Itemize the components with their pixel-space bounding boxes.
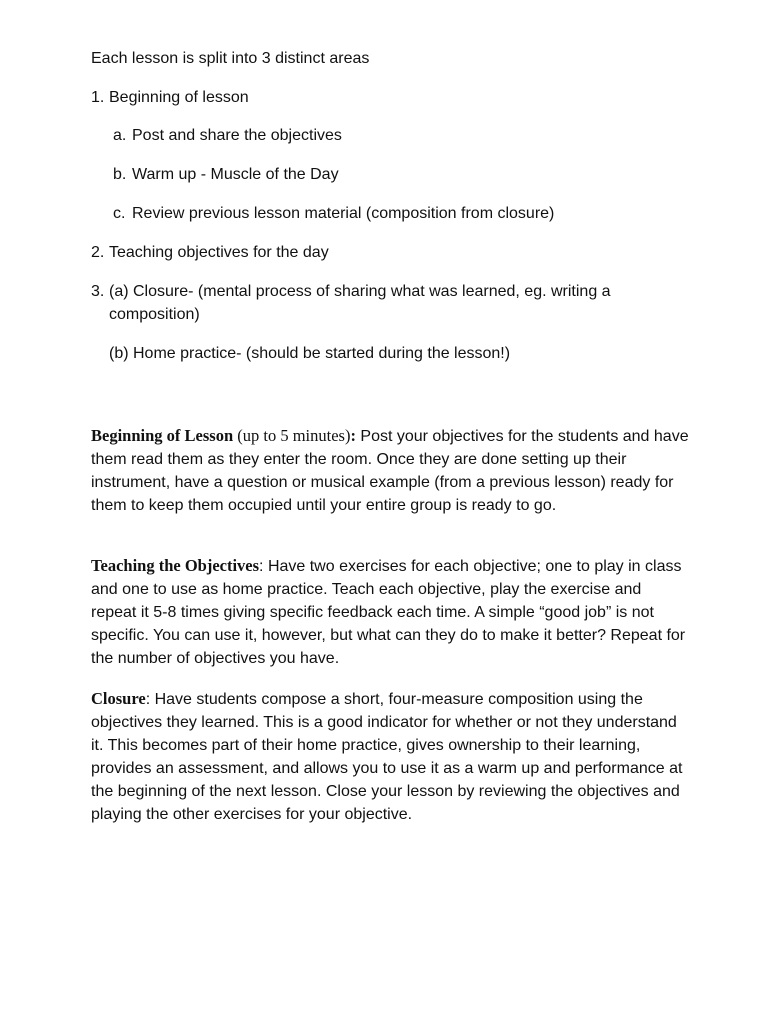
outline-subitem-a [113, 124, 342, 147]
section-closure [91, 687, 691, 826]
outline-item-3b: (b) Home practice- (should be started during the lesson!) [109, 345, 511, 362]
outline-item-2-text: Teaching objectives for the day [109, 244, 329, 261]
section-closure-body: : Have students compose a short, four-measure composition using the objectives they learned. This is a good indicator for whether or not they understand it. This becomes part of their home practice, gives ownership to their learning, provides an assessment, and allows you to use it as a warm up and performance at the beginning of the next lesson. Close your lesson by reviewing the objectives and playing the other exercises for your objective. [91, 691, 683, 823]
intro-line: Each lesson is split into 3 distinct areas [91, 50, 370, 67]
outline-item-3-continuation: composition) [109, 306, 200, 323]
outline-subitem-a-text: Post and share the objectives [132, 127, 342, 144]
section-teaching-body: : Have two exercises for each objective; one to play in class and one to use as home practice. Teach each objective, play the exercise and repeat it 5-8 times giving specific feedback each time. A simple “good job” is not specific. You can use it, however, but what can they do to make it better? Repeat for the number of objectives you have. [91, 558, 686, 667]
outline-item-3 [91, 280, 611, 303]
section-beginning-duration-note: (up to 5 minutes) [233, 426, 351, 445]
outline-subitem-b [113, 163, 339, 186]
outline-subitem-b-text: Warm up - Muscle of the Day [132, 166, 339, 183]
outline-subitem-c-text: Review previous lesson material (composition from closure) [132, 205, 555, 222]
outline-item-3-number: 3. [91, 283, 105, 300]
outline-item-1-number: 1. [91, 89, 105, 106]
section-teaching-the-objectives [91, 554, 691, 670]
outline-item-3-text: (a) Closure- (mental process of sharing what was learned, eg. writing a [109, 283, 611, 300]
section-closure-heading: Closure [91, 689, 146, 708]
outline-item-2 [91, 241, 329, 264]
outline-subitem-b-letter: b. [113, 166, 127, 183]
outline-item-2-number: 2. [91, 244, 105, 261]
section-beginning-heading: Beginning of Lesson [91, 426, 234, 445]
outline-subitem-c-letter: c. [113, 205, 126, 222]
outline-subitem-a-letter: a. [113, 127, 127, 144]
section-beginning-colon: : [350, 426, 356, 445]
section-beginning-body: Post your objectives for the students and have them read them as they enter the room. Once they are done setting up their instrument, have a question or musical example (from a previous lesson) ready for them to keep them occupied until your entire group is ready to go. [91, 428, 689, 514]
section-teaching-heading: Teaching the Objectives [91, 556, 260, 575]
section-beginning-of-lesson [91, 424, 691, 517]
outline-item-1 [91, 86, 249, 109]
outline-subitem-c [113, 202, 554, 225]
outline-item-1-text: Beginning of lesson [109, 89, 249, 106]
